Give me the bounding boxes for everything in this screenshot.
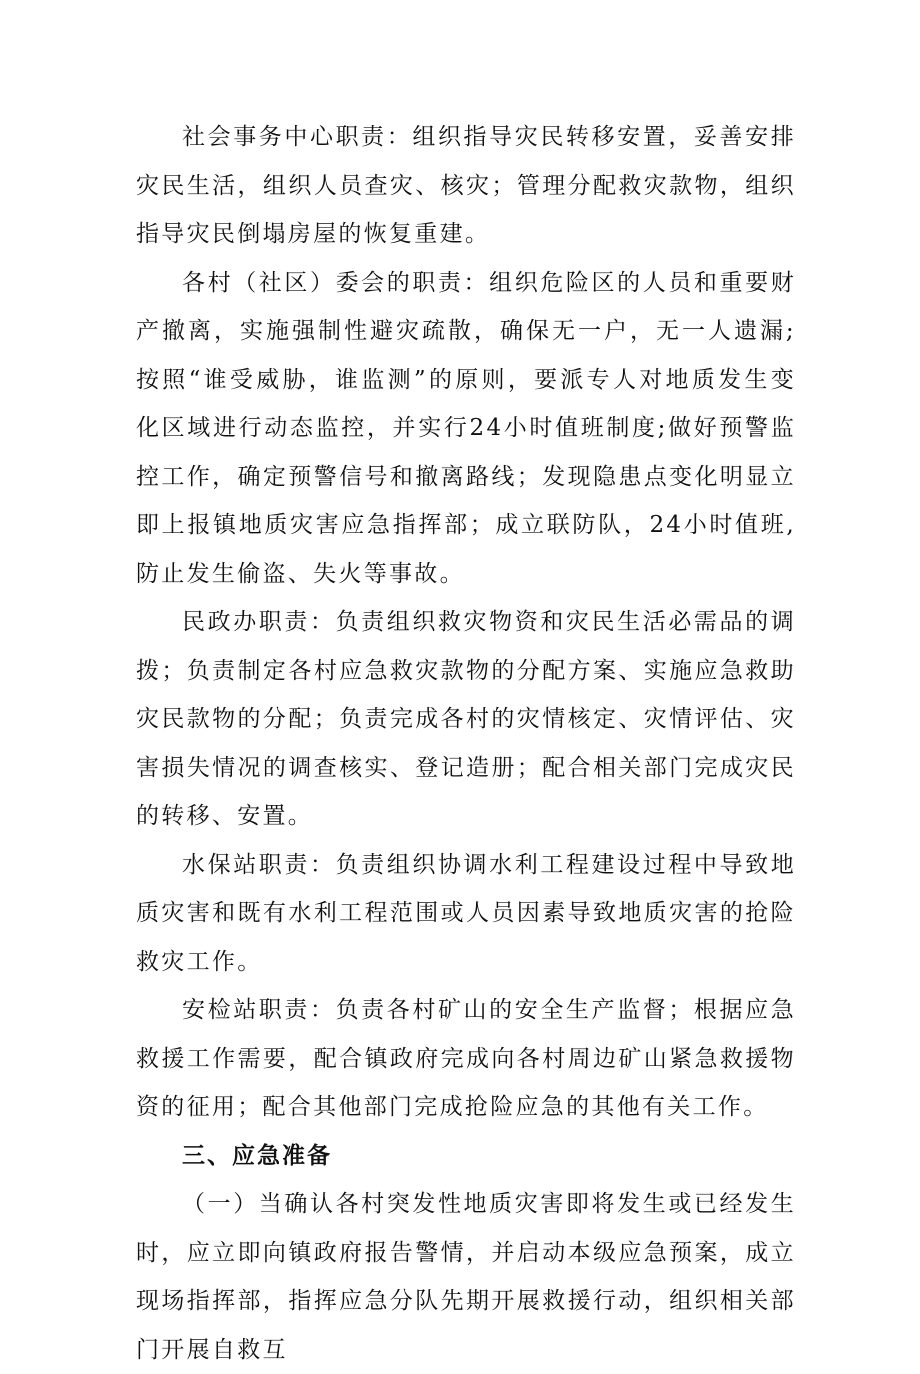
paragraph-village-committee: 各村（社区）委会的职责：组织危险区的人员和重要财产撤离，实施强制性避灾疏散，确保无一户，无一人遗漏;按照“谁受威胁，谁监测”的原则，要派专人对地质发生变化区域进行动态监控，并实行24小时值班制度;做好预警监控工作，确定预警信号和撤离路线；发现隐患点变化明显立即上报镇地质灾害应急指挥部；成立联防队，24小时值班,防止发生偷盗、失火等事故。 [136, 269, 796, 587]
paragraph-social-affairs-center: 社会事务中心职责：组织指导灾民转移安置，妥善安排灾民生活，组织人员查灾、核灾；管理分配救灾款物，组织指导灾民倒塌房屋的恢复重建。 [136, 124, 796, 247]
paragraph-safety-inspection-station: 安检站职责：负责各村矿山的安全生产监督；根据应急救援工作需要，配合镇政府完成向各村周边矿山紧急救援物资的征用；配合其他部门完成抢险应急的其他有关工作。 [136, 997, 796, 1120]
paragraph-civil-affairs-office: 民政办职责：负责组织救灾物资和灾民生活必需品的调拨；负责制定各村应急救灾款物的分配方案、实施应急救助灾民款物的分配；负责完成各村的灾情核定、灾情评估、灾害损失情况的调查核实、登记造册；配合相关部门完成灾民的转移、安置。 [136, 609, 796, 829]
document-body [136, 113, 796, 1374]
paragraph-emergency-preparation-1: （一）当确认各村突发性地质灾害即将发生或已经发生时，应立即向镇政府报告警情，并启动本级应急预案，成立现场指挥部，指挥应急分队先期开展救援行动，组织相关部门开展自救互 [136, 1191, 796, 1363]
section-heading: 三、应急准备 [182, 1142, 332, 1169]
paragraph-water-conservation-station: 水保站职责：负责组织协调水利工程建设过程中导致地质灾害和既有水利工程范围或人员因素导致地质灾害的抢险救灾工作。 [136, 851, 796, 975]
